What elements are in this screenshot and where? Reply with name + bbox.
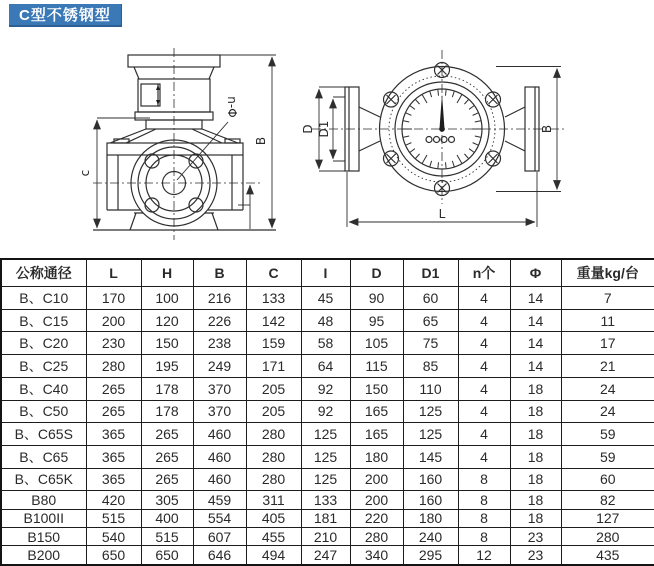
table-cell: 125 (301, 445, 350, 468)
table-cell: 23 (510, 528, 561, 546)
front-view-drawing (78, 48, 276, 240)
table-cell: 95 (350, 309, 403, 332)
dial-needle (439, 94, 445, 132)
table-cell: 4 (458, 423, 510, 446)
table-cell: 178 (141, 400, 193, 423)
table-cell: B200 (1, 546, 86, 565)
table-cell: 540 (86, 528, 141, 546)
dial-tick (469, 106, 474, 110)
table-row (1, 445, 654, 468)
table-cell: 145 (403, 445, 458, 468)
table-cell: 4 (458, 332, 510, 355)
table-cell: B100II (1, 509, 86, 527)
table-row (1, 287, 654, 310)
table-row (1, 528, 654, 546)
dial-tick (410, 106, 415, 110)
table-cell: 249 (193, 355, 246, 378)
column-header: 重量kg/台 (561, 259, 654, 287)
table-cell: B80 (1, 491, 86, 509)
table-cell: 646 (193, 546, 246, 565)
table-cell: 7 (561, 287, 654, 310)
table-cell: 18 (510, 423, 561, 446)
table-cell: 370 (193, 400, 246, 423)
table-cell: 58 (301, 332, 350, 355)
table-cell: 265 (141, 423, 193, 446)
table-cell: 4 (458, 445, 510, 468)
table-cell: 18 (510, 445, 561, 468)
table-cell: 210 (301, 528, 350, 546)
table-cell: 8 (458, 509, 510, 527)
table-cell: 21 (561, 355, 654, 378)
column-header: L (86, 259, 141, 287)
table-cell: 8 (458, 528, 510, 546)
dim-label-l: L (438, 207, 446, 221)
table-cell: 205 (246, 400, 301, 423)
table-cell: 195 (141, 355, 193, 378)
dial-tick (464, 100, 468, 104)
dimension-center-height (238, 185, 250, 229)
table-cell: 265 (86, 377, 141, 400)
dim-label-b-front: B (254, 136, 268, 146)
dim-label-d: D (301, 124, 315, 134)
table-cell: 17 (561, 332, 654, 355)
dial-tick (416, 154, 420, 158)
meter-shoulder (107, 129, 243, 155)
table-cell: 14 (510, 332, 561, 355)
table-row (1, 468, 654, 491)
table-cell: 59 (561, 445, 654, 468)
table-cell: B、C40 (1, 377, 86, 400)
table-cell: 460 (193, 445, 246, 468)
table-row (1, 400, 654, 423)
table-cell: 370 (193, 377, 246, 400)
table-cell: 159 (246, 332, 301, 355)
bolt-callout (177, 96, 239, 180)
table-cell: 65 (403, 309, 458, 332)
table-cell: 64 (301, 355, 350, 378)
table-cell: 110 (403, 377, 458, 400)
dial-tick (473, 113, 478, 115)
dim-label-c: c (78, 169, 92, 177)
table-cell: 14 (510, 355, 561, 378)
table-cell: 100 (141, 287, 193, 310)
table-cell: 365 (86, 423, 141, 446)
table-cell: 127 (561, 509, 654, 527)
table-cell: 85 (403, 355, 458, 378)
dial-tick (446, 90, 447, 96)
digit-windows (426, 137, 455, 143)
table-cell: 200 (86, 309, 141, 332)
table-cell: B150 (1, 528, 86, 546)
table-cell: 24 (561, 400, 654, 423)
technical-drawings-area (0, 0, 654, 258)
table-cell: 18 (510, 468, 561, 491)
table-cell: 554 (193, 509, 246, 527)
column-header: Φ (510, 259, 561, 287)
table-cell: 12 (458, 546, 510, 565)
table-cell: 4 (458, 287, 510, 310)
table-cell: 92 (301, 400, 350, 423)
meter-side-bodies (107, 155, 243, 210)
column-header: D1 (403, 259, 458, 287)
table-cell: 280 (86, 355, 141, 378)
table-cell: 365 (86, 445, 141, 468)
table-cell: 82 (561, 491, 654, 509)
table-cell: 18 (510, 400, 561, 423)
table-cell: 180 (350, 445, 403, 468)
table-cell: 178 (141, 377, 193, 400)
table-cell: B、C20 (1, 332, 86, 355)
meter-base (93, 213, 276, 230)
table-cell: 230 (86, 332, 141, 355)
table-cell: 11 (561, 309, 654, 332)
dial-tick (422, 155, 427, 163)
table-cell: B、C10 (1, 287, 86, 310)
table-cell: 14 (510, 287, 561, 310)
side-view-drawing (301, 50, 566, 227)
dial-tick (438, 90, 439, 96)
table-cell: 165 (350, 400, 403, 423)
table-cell: 18 (510, 509, 561, 527)
table-cell: 75 (403, 332, 458, 355)
table-row (1, 491, 654, 509)
table-cell: 23 (510, 546, 561, 565)
table-cell: 226 (193, 309, 246, 332)
table-cell: 142 (246, 309, 301, 332)
table-cell: 200 (350, 468, 403, 491)
table-cell: 165 (350, 423, 403, 446)
dial-tick (416, 100, 420, 104)
table-cell: 8 (458, 468, 510, 491)
dial-tick (446, 162, 447, 168)
section-title-badge: C型不锈钢型 (9, 4, 122, 27)
table-cell: 205 (246, 377, 301, 400)
dial-tick (403, 136, 409, 137)
table-cell: 280 (561, 528, 654, 546)
dim-label-b-side: B (540, 124, 554, 134)
table-cell: 650 (86, 546, 141, 565)
dimension-b-front (220, 55, 276, 228)
column-header: B (193, 259, 246, 287)
table-cell: B、C50 (1, 400, 86, 423)
dial-tick (430, 91, 432, 97)
dial-tick (475, 121, 481, 122)
window-arrow-up (156, 85, 160, 90)
table-cell: 60 (403, 287, 458, 310)
table-cell: 48 (301, 309, 350, 332)
dial-tick (464, 154, 468, 158)
table-cell: 18 (510, 377, 561, 400)
table-cell: 280 (246, 468, 301, 491)
table-cell: 4 (458, 400, 510, 423)
table-cell: 305 (141, 491, 193, 509)
dim-label-n-phi: n-Φ (225, 96, 239, 118)
technical-drawings-svg (0, 0, 654, 258)
table-cell: 150 (350, 377, 403, 400)
table-cell: 125 (301, 423, 350, 446)
table-cell: 200 (350, 491, 403, 509)
column-header: C (246, 259, 301, 287)
table-row (1, 509, 654, 527)
table-cell: 420 (86, 491, 141, 509)
table-cell: B、C25 (1, 355, 86, 378)
table-row (1, 546, 654, 565)
table-cell: 265 (141, 468, 193, 491)
table-cell: 160 (403, 468, 458, 491)
dial-tick (410, 149, 415, 153)
table-cell: 4 (458, 309, 510, 332)
table-cell: 365 (86, 468, 141, 491)
dial-tick (406, 143, 411, 145)
table-cell: 265 (86, 400, 141, 423)
table-cell: 405 (246, 509, 301, 527)
table-cell: 90 (350, 287, 403, 310)
table-cell: 280 (350, 528, 403, 546)
table-cell: 216 (193, 287, 246, 310)
table-row (1, 309, 654, 332)
table-cell: 280 (246, 445, 301, 468)
dial-tick (475, 136, 481, 137)
dial-tick (422, 95, 427, 103)
table-row (1, 377, 654, 400)
table-cell: 650 (141, 546, 193, 565)
table-body (1, 287, 654, 566)
table-cell: 515 (141, 528, 193, 546)
table-cell: 120 (141, 309, 193, 332)
dial-tick (406, 113, 411, 115)
table-cell: 295 (403, 546, 458, 565)
table-cell: 181 (301, 509, 350, 527)
table-cell: 59 (561, 423, 654, 446)
dimension-table (0, 258, 654, 566)
dial-tick (457, 155, 462, 163)
table-cell: 4 (458, 377, 510, 400)
table-cell: 459 (193, 491, 246, 509)
window-arrow-down (156, 100, 160, 105)
table-cell: 8 (458, 491, 510, 509)
table-cell: 24 (561, 377, 654, 400)
dial-tick (403, 121, 409, 122)
table-cell: 133 (246, 287, 301, 310)
column-header: 公称通径 (1, 259, 86, 287)
table-header-row (1, 259, 654, 287)
column-header: n个 (458, 259, 510, 287)
table-cell: 171 (246, 355, 301, 378)
dial-tick (452, 91, 454, 97)
table-cell: 607 (193, 528, 246, 546)
table-row (1, 355, 654, 378)
table-cell: 455 (246, 528, 301, 546)
dim-label-d1: D1 (317, 120, 331, 138)
table-cell: 150 (141, 332, 193, 355)
column-header: I (301, 259, 350, 287)
table-cell: B、C65 (1, 445, 86, 468)
table-cell: 45 (301, 287, 350, 310)
table-cell: 115 (350, 355, 403, 378)
table-cell: B、C65S (1, 423, 86, 446)
table-cell: 105 (350, 332, 403, 355)
table-cell: 18 (510, 491, 561, 509)
table-cell: 435 (561, 546, 654, 565)
dial-tick (473, 143, 478, 145)
table-cell: 170 (86, 287, 141, 310)
table-cell: 494 (246, 546, 301, 565)
table-cell: 160 (403, 491, 458, 509)
column-header: H (141, 259, 193, 287)
table-cell: 311 (246, 491, 301, 509)
table-cell: 125 (403, 400, 458, 423)
table-cell: 238 (193, 332, 246, 355)
table-cell: 265 (141, 445, 193, 468)
table-cell: 125 (301, 468, 350, 491)
table-cell: 180 (403, 509, 458, 527)
dial-tick (430, 161, 432, 167)
table-cell: 340 (350, 546, 403, 565)
table-cell: 515 (86, 509, 141, 527)
table-cell: 220 (350, 509, 403, 527)
column-header: D (350, 259, 403, 287)
dial-tick (438, 162, 439, 168)
table-cell: 4 (458, 355, 510, 378)
table-cell: 60 (561, 468, 654, 491)
table-cell: 133 (301, 491, 350, 509)
table-row (1, 423, 654, 446)
table-cell: 460 (193, 423, 246, 446)
table-cell: 240 (403, 528, 458, 546)
table-cell: B、C65K (1, 468, 86, 491)
table-cell: 280 (246, 423, 301, 446)
table-cell: 247 (301, 546, 350, 565)
table-cell: 92 (301, 377, 350, 400)
table-row (1, 332, 654, 355)
dial-tick (457, 95, 462, 103)
dial-tick (469, 149, 474, 153)
table-cell: B、C15 (1, 309, 86, 332)
dial-tick (452, 161, 454, 167)
table-cell: 460 (193, 468, 246, 491)
table-cell: 14 (510, 309, 561, 332)
table-cell: 125 (403, 423, 458, 446)
table-cell: 400 (141, 509, 193, 527)
